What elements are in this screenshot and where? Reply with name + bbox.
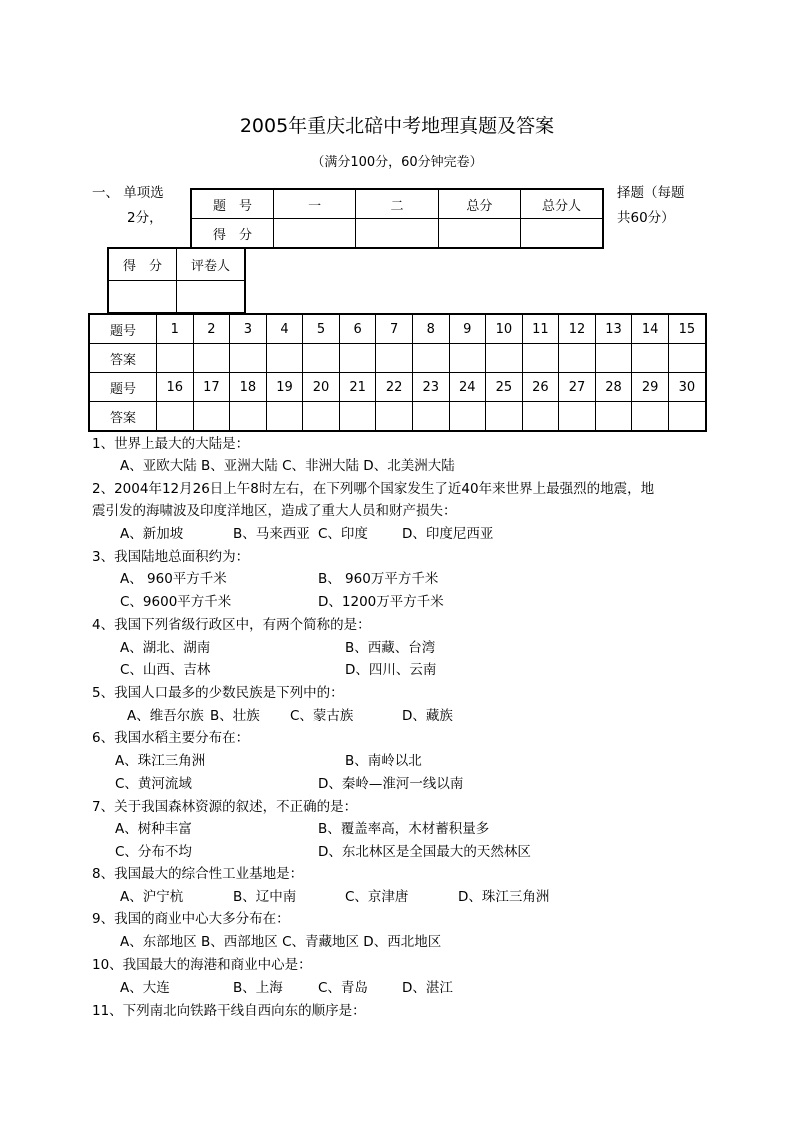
question-number-cell: 23 [412, 373, 449, 402]
answer-option: C、黄河流域 [115, 776, 192, 792]
answer-options: A、东部地区 B、西部地区 C、青藏地区 D、西北地区 [120, 934, 442, 950]
answer-option: D、东北林区是全国最大的天然林区 [318, 844, 531, 860]
answer-option: D、印度尼西亚 [402, 526, 494, 542]
answer-cell[interactable] [632, 402, 669, 432]
answer-option: C、山西、吉林 [120, 662, 211, 678]
answer-cell[interactable] [376, 344, 413, 373]
answer-cell[interactable] [668, 402, 706, 432]
answer-cell[interactable] [339, 402, 376, 432]
question-number-label: 题号 [89, 373, 157, 402]
question-number-cell: 10 [486, 314, 523, 344]
answer-option: B、覆盖率高，木材蓄积量多 [318, 821, 490, 837]
answer-cell[interactable] [266, 344, 303, 373]
answer-option: C、蒙古族 [290, 708, 354, 724]
answer-option: A、湖北、湖南 [120, 640, 211, 656]
answer-cell[interactable] [266, 402, 303, 432]
score-header: 总分人 [521, 189, 603, 219]
score-cell [438, 219, 520, 249]
question-number-cell: 21 [339, 373, 376, 402]
answer-cell[interactable] [486, 344, 523, 373]
answer-option: B、 960万平方千米 [318, 571, 439, 587]
answer-cell[interactable] [522, 402, 559, 432]
question-number-cell: 18 [230, 373, 267, 402]
answer-cell[interactable] [668, 344, 706, 373]
question-number-cell: 25 [486, 373, 523, 402]
score-header: 题 号 [191, 189, 273, 219]
answer-option: C、京津唐 [345, 889, 409, 905]
answer-option: A、珠江三角洲 [115, 753, 206, 769]
question-number-cell: 13 [595, 314, 632, 344]
question-text: 4、我国下列省级行政区中，有两个简称的是： [92, 617, 371, 633]
answer-cell[interactable] [157, 344, 194, 373]
answer-cell[interactable] [412, 344, 449, 373]
answer-option: C、9600平方千米 [120, 594, 232, 610]
score-cell [356, 219, 438, 249]
subtitle: （满分100分，60分钟完卷） [311, 155, 483, 170]
section-heading-left-1: 一、 单项选 [92, 185, 164, 201]
answer-cell[interactable] [193, 402, 230, 432]
question-text: 7、关于我国森林资源的叙述，不正确的是： [92, 799, 358, 815]
question-text-continued: 震引发的海啸波及印度洋地区，造成了重大人员和财产损失： [92, 503, 457, 519]
question-text: 6、我国水稻主要分布在： [92, 730, 250, 746]
answer-cell[interactable] [230, 402, 267, 432]
grader-cell [177, 281, 246, 314]
question-text: 3、我国陆地总面积约为： [92, 549, 250, 565]
answer-option: A、 960平方千米 [120, 571, 227, 587]
answer-option: C、分布不均 [115, 844, 192, 860]
question-number-cell: 28 [595, 373, 632, 402]
question-number-cell: 20 [303, 373, 340, 402]
answer-option: C、青岛 [318, 980, 368, 996]
grader-table [107, 247, 246, 314]
score-cell [521, 219, 603, 249]
question-number-cell: 8 [412, 314, 449, 344]
question-number-cell: 4 [266, 314, 303, 344]
question-text: 11、下列南北向铁路干线自西向东的顺序是： [92, 1003, 366, 1019]
question-number-cell: 6 [339, 314, 376, 344]
answer-cell[interactable] [412, 402, 449, 432]
question-text: 5、我国人口最多的少数民族是下列中的： [92, 685, 344, 701]
answer-option: A、沪宁杭 [120, 889, 184, 905]
score-header: 一 [273, 189, 355, 219]
grader-cell [108, 281, 177, 314]
answer-cell[interactable] [522, 344, 559, 373]
score-header: 总分 [438, 189, 520, 219]
question-number-cell: 30 [668, 373, 706, 402]
answer-label: 答案 [89, 344, 157, 373]
question-number-cell: 1 [157, 314, 194, 344]
question-number-cell: 15 [668, 314, 706, 344]
question-number-cell: 26 [522, 373, 559, 402]
answer-option: B、西藏、台湾 [345, 640, 436, 656]
question-number-cell: 29 [632, 373, 669, 402]
question-number-label: 题号 [89, 314, 157, 344]
answer-cell[interactable] [595, 402, 632, 432]
section-heading-right-1: 择题（每题 [617, 185, 685, 201]
question-number-cell: 22 [376, 373, 413, 402]
answer-option: D、秦岭—淮河一线以南 [318, 776, 464, 792]
answer-cell[interactable] [339, 344, 376, 373]
question-number-cell: 16 [157, 373, 194, 402]
score-table [190, 188, 604, 249]
answer-cell[interactable] [449, 402, 486, 432]
grader-header: 得 分 [108, 248, 177, 281]
answer-option: D、藏族 [402, 708, 453, 724]
question-number-cell: 7 [376, 314, 413, 344]
answer-cell[interactable] [193, 344, 230, 373]
question-number-cell: 5 [303, 314, 340, 344]
question-text: 1、世界上最大的大陆是： [92, 436, 250, 452]
page-title: 2005年重庆北碚中考地理真题及答案 [239, 115, 555, 137]
answer-cell[interactable] [449, 344, 486, 373]
answer-option: D、湛江 [402, 980, 453, 996]
answer-cell[interactable] [157, 402, 194, 432]
score-row-label: 得 分 [191, 219, 273, 249]
question-number-cell: 17 [193, 373, 230, 402]
section-heading-right-2: 共60分） [617, 210, 675, 226]
question-number-cell: 24 [449, 373, 486, 402]
answer-cell[interactable] [303, 344, 340, 373]
question-text: 10、我国最大的海港和商业中心是： [92, 957, 312, 973]
answer-option: D、四川、云南 [345, 662, 437, 678]
answer-option: A、维吾尔族 [127, 708, 204, 724]
answer-cell[interactable] [303, 402, 340, 432]
question-text: 9、我国的商业中心大多分布在： [92, 911, 290, 927]
answer-table [88, 313, 707, 432]
answer-option: D、珠江三角洲 [458, 889, 550, 905]
question-number-cell: 12 [559, 314, 596, 344]
answer-cell[interactable] [486, 402, 523, 432]
answer-cell[interactable] [559, 344, 596, 373]
answer-option: A、树种丰富 [115, 821, 192, 837]
answer-option: B、壮族 [210, 708, 260, 724]
question-number-cell: 27 [559, 373, 596, 402]
answer-cell[interactable] [559, 402, 596, 432]
answer-option: A、大连 [120, 980, 170, 996]
answer-option: C、印度 [318, 526, 368, 542]
answer-option: A、新加坡 [120, 526, 184, 542]
question-text: 2、2004年12月26日上午8时左右，在下列哪个国家发生了近40年来世界上最强烈的地震，地 [92, 481, 655, 497]
question-number-cell: 14 [632, 314, 669, 344]
answer-cell[interactable] [595, 344, 632, 373]
grader-header: 评卷人 [177, 248, 246, 281]
answer-option: B、马来西亚 [233, 526, 310, 542]
answer-options: A、亚欧大陆 B、亚洲大陆 C、非洲大陆 D、北美洲大陆 [120, 458, 455, 474]
question-number-cell: 11 [522, 314, 559, 344]
answer-option: B、辽中南 [233, 889, 297, 905]
answer-option: B、上海 [233, 980, 283, 996]
answer-option: D、1200万平方千米 [318, 594, 444, 610]
question-text: 8、我国最大的综合性工业基地是： [92, 866, 304, 882]
answer-option: B、南岭以北 [345, 753, 422, 769]
question-number-cell: 3 [230, 314, 267, 344]
answer-label: 答案 [89, 402, 157, 432]
section-heading-left-2: 2分， [127, 210, 163, 226]
answer-cell[interactable] [376, 402, 413, 432]
question-number-cell: 2 [193, 314, 230, 344]
score-header: 二 [356, 189, 438, 219]
question-number-cell: 9 [449, 314, 486, 344]
score-cell [273, 219, 355, 249]
answer-cell[interactable] [632, 344, 669, 373]
answer-cell[interactable] [230, 344, 267, 373]
question-number-cell: 19 [266, 373, 303, 402]
